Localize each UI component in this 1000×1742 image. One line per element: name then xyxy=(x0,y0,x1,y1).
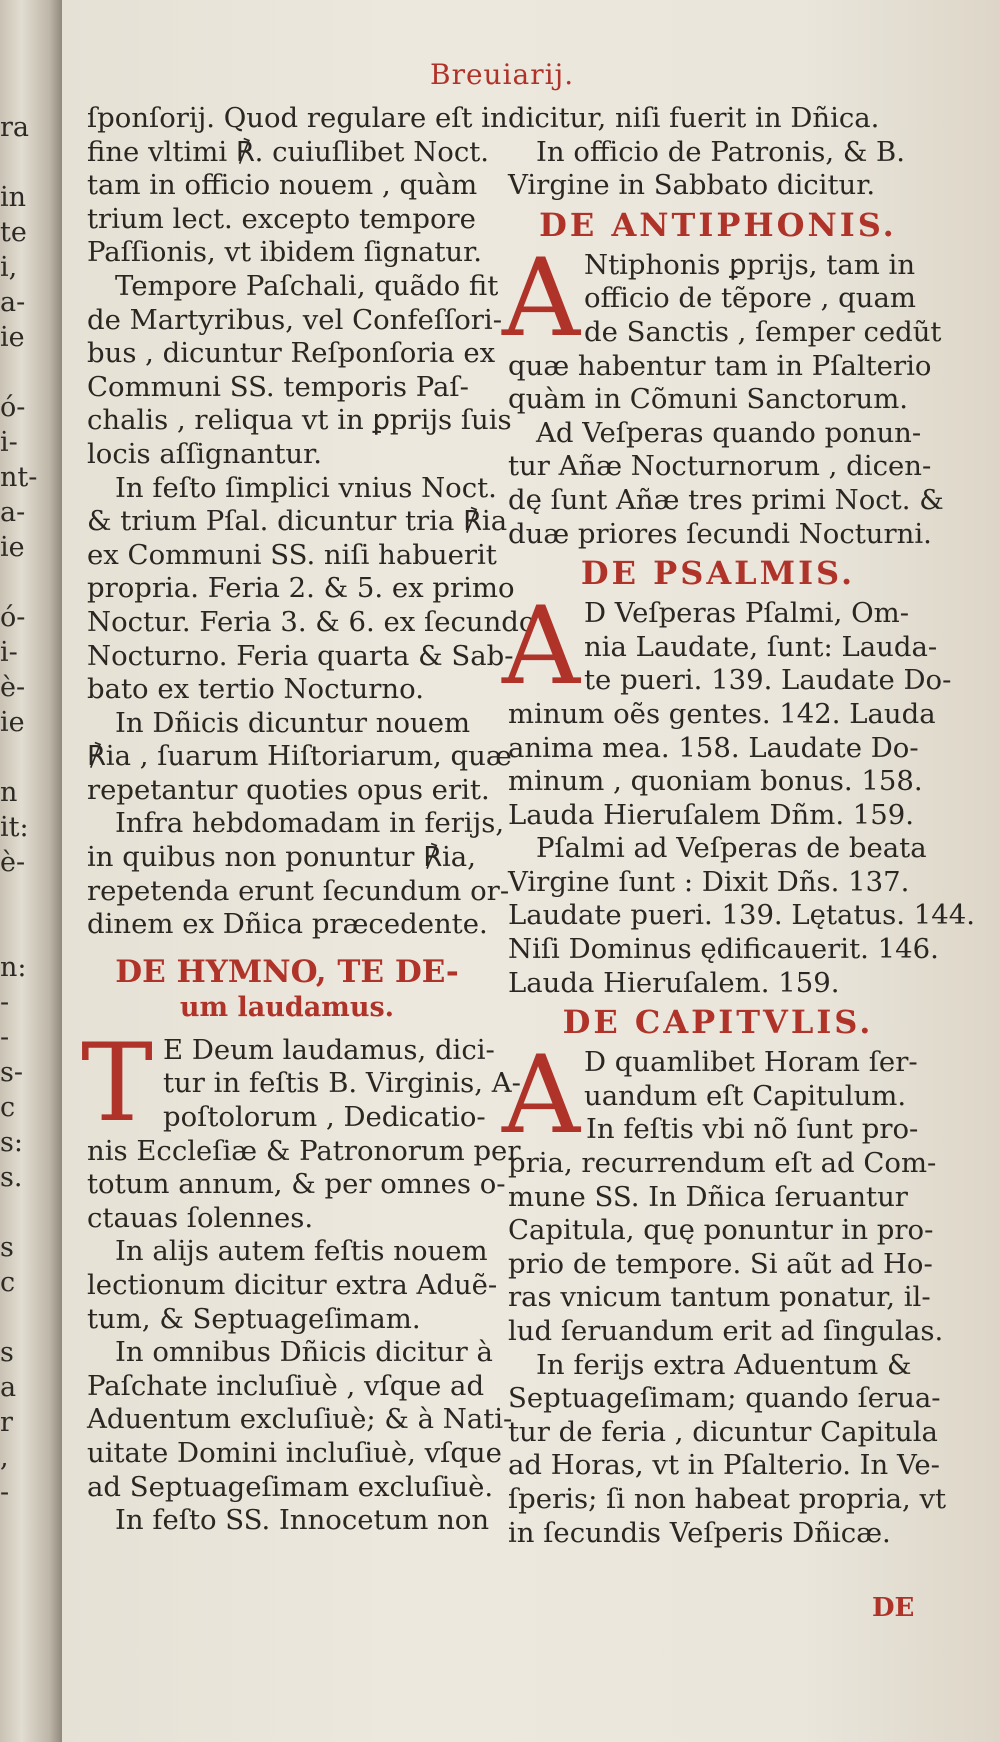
edge-fragment: c xyxy=(0,1267,16,1298)
text-line: Septuageſimam; quando ſerua- xyxy=(508,1382,941,1415)
paragraph xyxy=(87,1235,498,1336)
edge-fragment: a xyxy=(0,1372,17,1403)
edge-fragment: ie xyxy=(0,532,25,563)
text-line: In ferijs extra Aduentum & xyxy=(536,1348,912,1381)
text-line: dę ſunt Añæ tres primi Noct. & xyxy=(508,483,944,516)
text-line: minum , quoniam bonus. 158. xyxy=(508,765,923,798)
text-line: Paſſionis, vt ibidem ſignatur. xyxy=(87,236,483,269)
text-line: dinem ex Dñica præcedente. xyxy=(87,908,488,941)
text-line: propria. Feria 2. & 5. ex primo xyxy=(87,572,515,605)
paragraph xyxy=(87,1336,513,1504)
edge-fragment xyxy=(0,740,40,775)
edge-fragment: c xyxy=(0,1092,16,1123)
text-line: Communi SS. temporis Paſ- xyxy=(87,370,469,403)
text-line: Infra hebdomadam in ferijs, xyxy=(115,807,505,840)
edge-fragment xyxy=(0,145,40,180)
text-line: ctauas ſolennes. xyxy=(87,1201,314,1234)
text-line: duæ priores ſecundi Nocturni. xyxy=(508,517,932,550)
text-line: bato ex tertio Nocturno. xyxy=(87,673,424,706)
text-line: ſponſorij. Quod regulare eſt in xyxy=(87,102,508,134)
text-line: In feſtis vbi nõ ſunt pro- xyxy=(586,1113,919,1146)
text-line: tur de feria , dicuntur Capitula xyxy=(508,1415,938,1448)
text-line: In feſto ſimplici vnius Noct. xyxy=(115,471,497,504)
text-line: in quibus non ponuntur ℟ia, xyxy=(87,841,476,874)
paragraph xyxy=(508,136,928,203)
text-line: ras vnicum tantum ponatur, il- xyxy=(508,1281,931,1314)
text-line: Lauda Hieruſalem. 159. xyxy=(508,966,840,999)
text-line: Ad Veſperas quando ponun- xyxy=(536,416,922,449)
edge-fragment: s. xyxy=(0,1162,23,1193)
text-line: locis aſſignantur. xyxy=(87,437,322,470)
edge-fragment xyxy=(0,565,40,600)
text-line: repetenda erunt ſecundum or- xyxy=(87,874,510,907)
edge-fragment: s- xyxy=(0,1057,23,1088)
edge-fragment: s: xyxy=(0,1127,23,1158)
text-line: te pueri. 139. Laudate Do- xyxy=(584,664,952,697)
text-line: totum annum, & per omnes o- xyxy=(87,1168,506,1201)
text-line: In feſto SS. Innocetum non xyxy=(115,1504,490,1537)
text-line: Paſchate incluſiuè , vſque ad xyxy=(87,1369,485,1402)
edge-fragment: s xyxy=(0,1337,14,1368)
text-line: anima mea. 158. Laudate Do- xyxy=(508,731,919,764)
dropcap-letter: T xyxy=(81,1020,154,1146)
text-line: tam in officio nouem , quàm xyxy=(87,169,478,202)
text-line: E Deum laudamus, dici- xyxy=(163,1033,495,1066)
text-line: lectionum dicitur extra Aduẽ- xyxy=(87,1269,498,1301)
text-line: in ſecundis Veſperis Dñicæ. xyxy=(508,1516,891,1549)
section-heading-capitulis: DE CAPITVLIS. xyxy=(562,1003,874,1042)
edge-fragment: i, xyxy=(0,252,18,283)
text-line: Laudate pueri. 139. Lętatus. 144. xyxy=(508,899,975,932)
text-line: D quamlibet Horam ſer- xyxy=(584,1046,918,1079)
section-heading-hymno xyxy=(87,954,487,1026)
text-line: quæ habentur tam in Pſalterio xyxy=(508,349,932,382)
edge-fragment: - xyxy=(0,1477,10,1508)
text-line: lud ſeruandum erit ad ſingulas. xyxy=(508,1315,944,1347)
text-line: pria, recurrendum eſt ad Com- xyxy=(508,1147,937,1180)
text-line: Capitula, quę ponuntur in pro- xyxy=(508,1214,934,1247)
edge-fragment: ra xyxy=(0,112,30,143)
section-heading-antiphonis: DE ANTIPHONIS. xyxy=(539,205,897,244)
text-line: fine vltimi ℟. cuiuſlibet Noct. xyxy=(87,135,490,168)
edge-fragment: r xyxy=(0,1407,13,1438)
text-line: Lauda Hieruſalem Dñm. 159. xyxy=(508,798,915,831)
edge-fragment: , xyxy=(0,1442,9,1473)
text-line: In Dñicis dicuntur nouem xyxy=(115,706,471,739)
edge-fragment: a- xyxy=(0,497,26,528)
edge-fragment: ie xyxy=(0,322,25,353)
catchword: DE xyxy=(872,1593,915,1623)
left-column xyxy=(81,102,536,1538)
text-line: Virgine ſunt : Dixit Dñs. 137. xyxy=(508,865,910,898)
edge-fragment xyxy=(0,915,40,950)
edge-fragment: a- xyxy=(0,287,26,318)
heading-line: DE HYMNO, TE DE- xyxy=(115,953,459,990)
text-line: repetantur quoties opus erit. xyxy=(87,773,490,806)
text-line: Tempore Paſchali, quãdo fit xyxy=(115,269,499,302)
text-line: officio de tẽpore , quam xyxy=(584,282,916,315)
edge-fragment: nt- xyxy=(0,462,38,493)
edge-fragment: i- xyxy=(0,637,18,668)
text-line: tur Añæ Nocturnorum , dicen- xyxy=(508,450,932,483)
dropcap-letter: A xyxy=(502,235,580,361)
edge-fragment: n xyxy=(0,777,18,808)
text-line: ſperis; ſi non habeat propria, vt xyxy=(508,1482,947,1515)
text-line: ℟ia , ſuarum Hiſtoriarum, quæ xyxy=(87,740,512,773)
edge-fragment: i- xyxy=(0,427,18,458)
text-line: prio de tempore. Si aũt ad Ho- xyxy=(508,1247,933,1280)
text-line: uandum eſt Capitulum. xyxy=(584,1079,907,1112)
text-line: de Martyribus, vel Confeſſori- xyxy=(87,303,503,336)
text-line: uitate Domini incluſiuè, vſque xyxy=(87,1436,502,1469)
edge-fragment: n: xyxy=(0,952,27,983)
running-head: Breuiarij. xyxy=(430,58,575,91)
section-heading-psalmis: DE PSALMIS. xyxy=(580,554,856,593)
edge-fragment: - xyxy=(0,987,10,1018)
facing-page-edge xyxy=(0,110,40,1510)
text-line: Niſi Dominus ędificauerit. 146. xyxy=(508,933,939,966)
text-line: Virgine in Sabbato dicitur. xyxy=(508,169,876,202)
text-line: nia Laudate, ſunt: Lauda- xyxy=(584,630,938,663)
edge-fragment: ó- xyxy=(0,392,26,423)
text-line: Nocturno. Feria quarta & Sab- xyxy=(87,639,514,672)
edge-fragment: è- xyxy=(0,672,26,703)
text-line: In omnibus Dñicis dicitur à xyxy=(115,1336,493,1369)
paragraph xyxy=(87,471,536,707)
text-line: tur in feſtis B. Virginis, A- xyxy=(163,1067,521,1100)
text-line: Pſalmi ad Veſperas de beata xyxy=(536,832,927,865)
text-line: ex Communi SS. niſi habuerit xyxy=(87,538,497,571)
text-line: quàm in Cõmuni Sanctorum. xyxy=(508,383,909,416)
text-line: de Sanctis , ſemper cedũt xyxy=(584,315,942,348)
paragraph xyxy=(508,102,928,136)
text-line: & trium Pſal. dicuntur tria ℟ia xyxy=(87,505,508,538)
paragraph-with-dropcap xyxy=(81,1020,521,1236)
text-line: ad Horas, vt in Pſalterio. In Ve- xyxy=(508,1449,940,1482)
right-column xyxy=(502,102,975,1550)
edge-fragment: è- xyxy=(0,847,26,878)
edge-fragment xyxy=(0,1195,40,1230)
edge-fragment: ie xyxy=(0,707,25,738)
edge-fragment: it: xyxy=(0,812,29,843)
dropcap-letter: A xyxy=(502,584,580,710)
text-line: bus , dicuntur Reſponſoria ex xyxy=(87,337,496,370)
text-line: trium lect. excepto tempore xyxy=(87,202,476,235)
text-line: Aduentum excluſiuè; & à Nati- xyxy=(87,1403,513,1436)
edge-fragment: in xyxy=(0,182,27,213)
edge-fragment: te xyxy=(0,217,27,248)
text-line: chalis , reliqua vt in ꝑprijs ſuis xyxy=(87,404,512,437)
text-line: mune SS. In Dñica ſeruantur xyxy=(508,1180,908,1213)
dropcap-letter: A xyxy=(502,1033,580,1159)
edge-fragment: ó- xyxy=(0,602,26,633)
paragraph xyxy=(508,416,944,551)
edge-fragment xyxy=(0,1300,40,1335)
text-line: dicitur, niſi fuerit in Dñica. xyxy=(508,102,880,134)
paragraph xyxy=(508,832,975,1000)
text-line: minum oẽs gentes. 142. Lauda xyxy=(508,697,936,730)
text-line: Noctur. Feria 3. & 6. ex ſecundo xyxy=(87,605,536,638)
paragraph xyxy=(87,102,508,270)
edge-fragment xyxy=(0,880,40,915)
edge-fragment: s xyxy=(0,1232,14,1263)
paragraph xyxy=(87,269,512,472)
text-line: ad Septuageſimam excluſiuè. xyxy=(87,1470,494,1503)
heading-line: um laudamus. xyxy=(179,991,395,1023)
text-line: D Veſperas Pſalmi, Om- xyxy=(584,597,909,630)
text-line: In alijs autem feſtis nouem xyxy=(115,1235,488,1268)
text-line: tum, & Septuageſimam. xyxy=(87,1302,421,1335)
text-line: Ntiphonis ꝑprijs, tam in xyxy=(584,248,916,281)
text-line: In officio de Patronis, & B. xyxy=(536,135,906,168)
paragraph xyxy=(508,1348,947,1551)
paragraph xyxy=(87,1504,490,1538)
edge-fragment: - xyxy=(0,1022,10,1053)
edge-fragment xyxy=(0,355,40,390)
paragraph xyxy=(87,807,510,941)
paragraph-with-dropcap xyxy=(502,235,942,417)
text-line: poſtolorum , Dedicatio- xyxy=(163,1101,486,1134)
paragraph xyxy=(87,706,512,808)
paragraph-with-dropcap xyxy=(502,584,952,832)
text-line: nis Eccleſiæ & Patronorum per xyxy=(87,1134,521,1167)
